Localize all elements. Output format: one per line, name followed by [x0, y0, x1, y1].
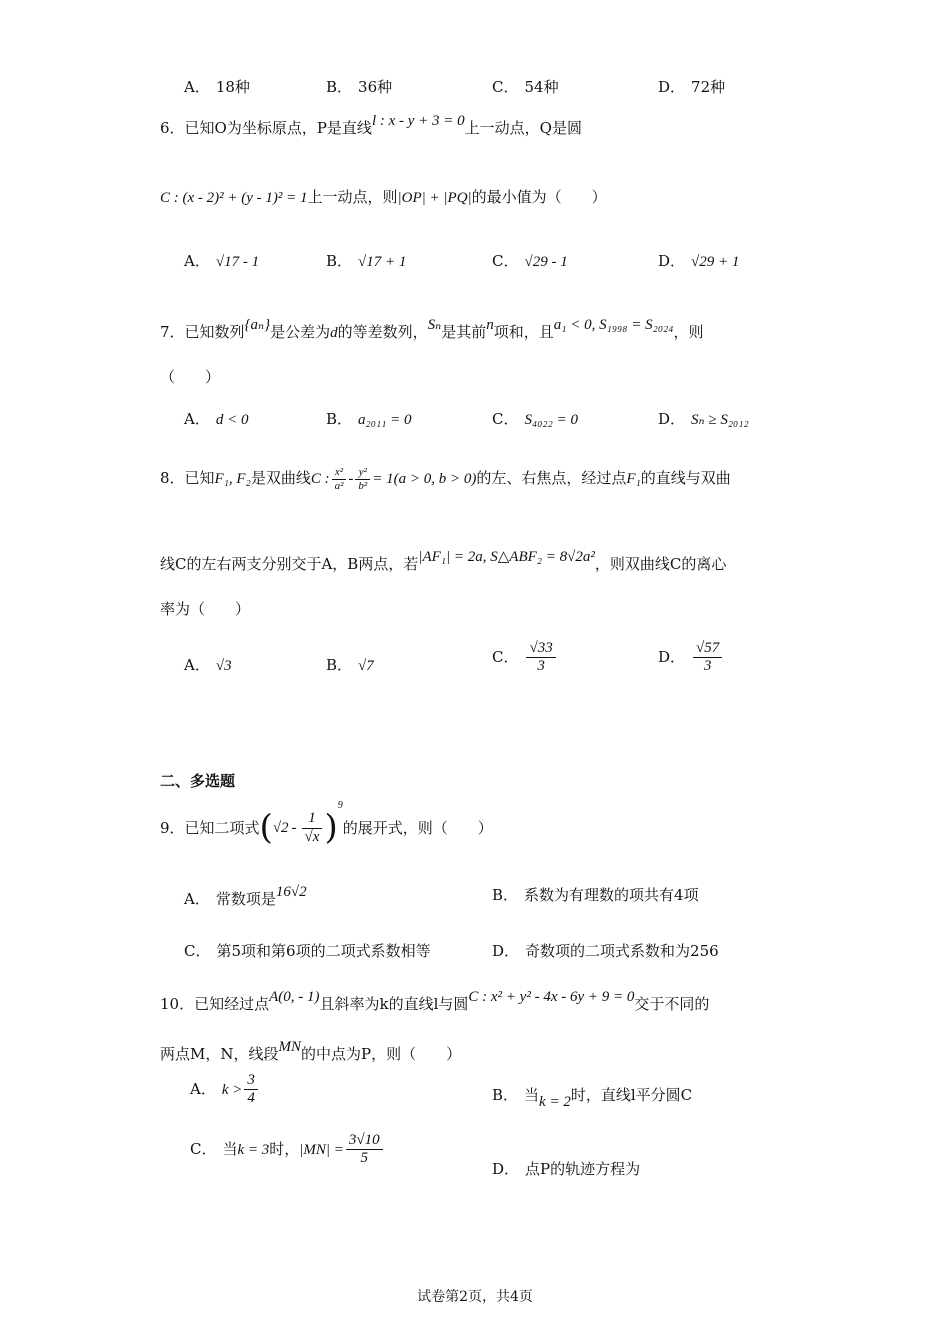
q8-option-d-fraction: $\frac{√57}{3}$	[693, 640, 722, 676]
q9-left-paren: (	[259, 807, 273, 848]
q9-stem: 9．已知二项式(√2 - $\frac{1}{√x}$ )$^9$的展开式，则（ ）	[160, 800, 493, 848]
q8-y-fraction: $\frac{\text{y²}}{\text{b²}}$	[355, 466, 370, 492]
q9-options-row1	[0, 884, 950, 916]
q10-option-d: D． 点P的轨迹方程为	[492, 1160, 641, 1178]
q7-option-a: A． d < 0	[184, 410, 249, 428]
q8-option-c-fraction: $\frac{√33}{3}$	[526, 640, 555, 676]
page-footer: 试卷第2页，共4页	[417, 1289, 533, 1305]
q6-option-c: C． √29 - 1	[492, 252, 568, 270]
q7-option-b: B． a₂₀₁₁ = 0	[326, 410, 412, 428]
q6-stem-line2: C : (x - 2)² + (y - 1)² = 1上一动点，则|OP| + |PQ|的最小值为（ ）	[160, 188, 607, 206]
q8-option-a: A． √3	[184, 656, 232, 674]
q9-option-a: A． 常数项是16√2	[184, 884, 307, 908]
q9-option-d: D． 奇数项的二项式系数和为256	[492, 942, 719, 960]
section-heading-multiple-choice: 二、多选题	[160, 772, 236, 790]
q10-stem-line2: 两点M，N，线段MN的中点为P，则（ ）	[160, 1039, 462, 1063]
q8-option-c: C． $\frac{√33}{3}$	[492, 640, 558, 676]
q9-option-b: B． 系数为有理数的项共有4项	[492, 886, 699, 904]
q9-option-c: C． 第5项和第6项的二项式系数相等	[184, 942, 431, 960]
q10-options-row1	[0, 1070, 950, 1116]
q9-fraction: $\frac{1}{√x}$	[302, 810, 323, 846]
q5-option-d: D． 72种	[658, 78, 726, 96]
q10-option-c-fraction: $\frac{3√10}{5}$	[346, 1132, 383, 1168]
q8-x-fraction: $\frac{\text{x²}}{\text{a²}}$	[332, 466, 347, 492]
q6-option-b: B． √17 + 1	[326, 252, 407, 270]
q7-stem-line2: （ ）	[160, 368, 221, 386]
q7-stem-line1: 7．已知数列{aₙ}是公差为d的等差数列，Sₙ是其前n项和，且a₁ < 0, S₁₉₉₈ = S₂₀₂₄，则	[160, 317, 704, 341]
q10-option-a-fraction: $\frac{3}{4}$	[244, 1072, 258, 1108]
q6-option-a: A． √17 - 1	[184, 252, 260, 270]
q7-option-c: C． S₄₀₂₂ = 0	[492, 410, 578, 428]
q8-stem-line2: 线C的左右两支分别交于A，B两点，若|AF₁| = 2a, S△ABF₂ = 8√2a²，则双曲线C的离心	[160, 549, 727, 573]
q9-options-row2	[0, 940, 950, 972]
q8-stem-line3: 率为（ ）	[160, 600, 251, 618]
q9-right-paren: )	[324, 807, 338, 848]
q5-option-b: B． 36种	[326, 78, 393, 96]
q10-option-b: B． 当k = 2时，直线l平分圆C	[492, 1086, 693, 1110]
q10-options-row2	[0, 1132, 950, 1182]
q8-options	[0, 636, 950, 684]
q7-option-d: D． Sₙ ≥ S₂₀₁₂	[658, 410, 749, 428]
q5-options	[0, 76, 950, 108]
q6-stem-line1: 6．已知O为坐标原点，P是直线l : x - y + 3 = 0上一动点，Q是圆	[160, 113, 582, 137]
q10-option-a: A． k > $\frac{3}{4}$	[190, 1072, 260, 1108]
q6-options	[0, 250, 950, 282]
q10-option-c: C． 当k = 3时，|MN| = $\frac{3√10}{5}$	[190, 1132, 385, 1168]
q8-option-b: B． √7	[326, 656, 374, 674]
q6-option-d: D． √29 + 1	[658, 252, 740, 270]
q10-stem-line1: 10．已知经过点A(0, - 1)且斜率为k的直线l与圆C : x² + y² - 4x - 6y + 9 = 0交于不同的	[160, 989, 710, 1013]
q7-options	[0, 408, 950, 440]
q5-option-c: C． 54种	[492, 78, 559, 96]
q8-option-d: D． $\frac{√57}{3}$	[658, 640, 724, 676]
q5-option-a: A． 18种	[184, 78, 250, 96]
q8-stem-line1: 8．已知F₁, F₂是双曲线C : $\frac{\text{x²}}{\text{a²}}$ - $\frac{\text{y²}}{\text{b²}}$ = 1(a > 0, b > 0)的左、右焦点，经过点F₁的直线与双曲	[160, 466, 731, 492]
